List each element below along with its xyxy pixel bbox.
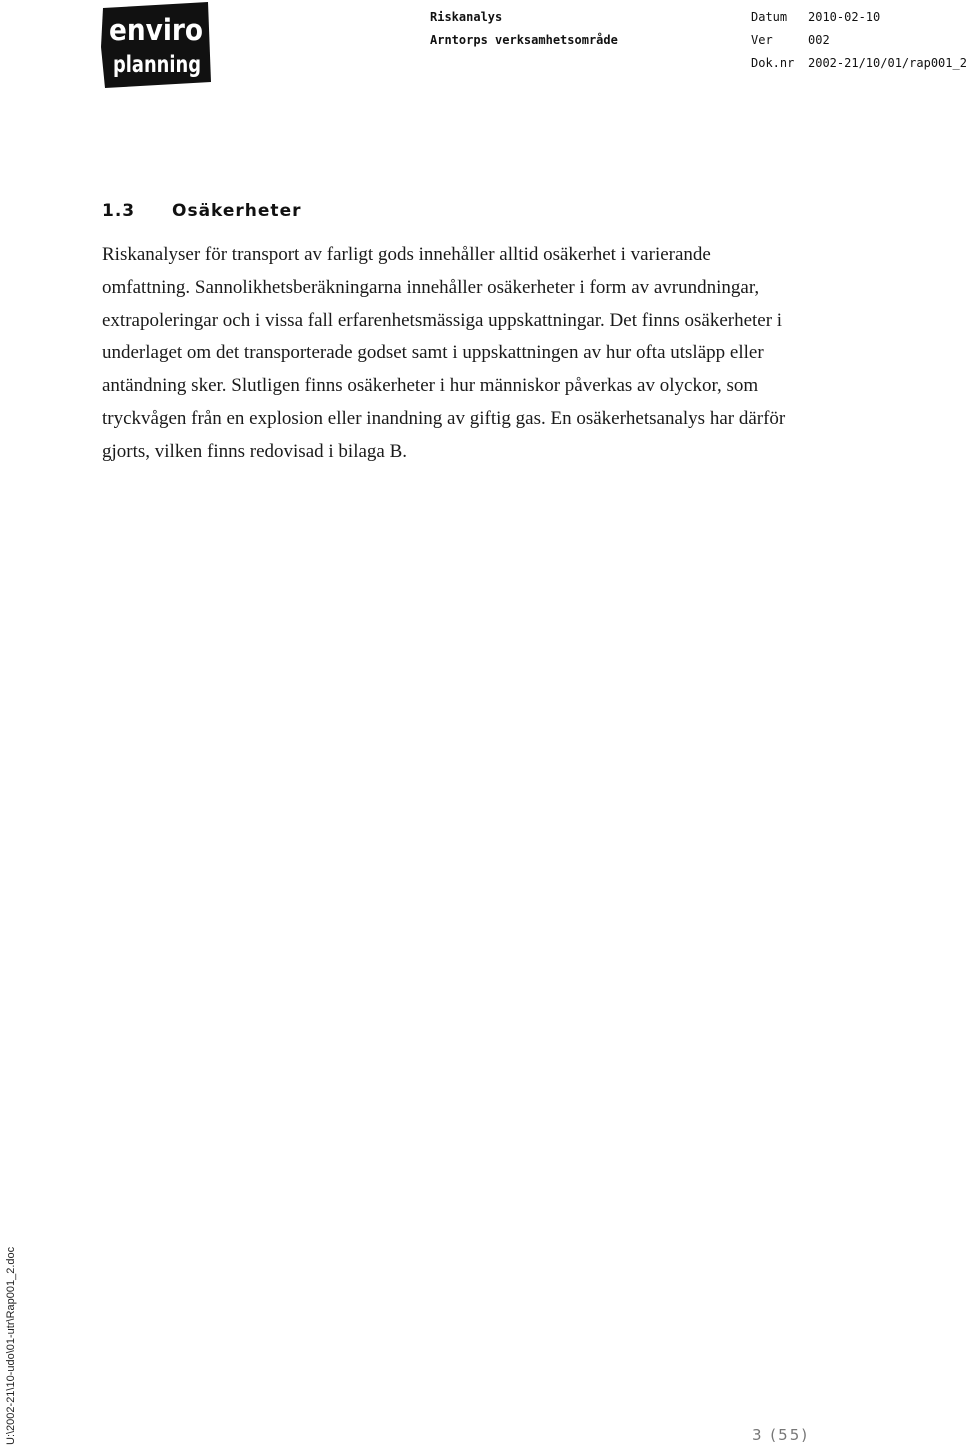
header-version-value: 002 <box>808 33 830 47</box>
header-docnr-label: Dok.nr <box>751 56 795 70</box>
logo-text-enviro: enviro <box>109 13 203 47</box>
header-date-value: 2010-02-10 <box>808 10 881 24</box>
header-date-label: Datum <box>751 10 788 24</box>
section-body-paragraph: Riskanalyser för transport av farligt gods innehåller alltid osäkerhet i varierande omfattning. Sannolikhetsberäkningarna innehåller osäkerheter i form av avrundningar, extrapoleringar och i vissa fall erfarenhetsmässiga uppskattningar. Det finns osäkerheter i underlaget om det transporterade godset samt i uppskattningen av hur ofta utsläpp eller antändning sker. Slutligen finns osäkerheter i hur människor påverkas av olyckor, som tryckvågen från en explosion eller inandning av giftig gas. En osäkerhetsanalys har därför gjorts, vilken finns redovisad i bilaga B. <box>102 244 786 462</box>
enviro-planning-logo <box>100 2 212 88</box>
section-number: 1.3 <box>102 201 136 221</box>
header-subtitle: Arntorps verksamhetsområde <box>430 33 618 47</box>
section-heading <box>102 201 301 221</box>
header-title: Riskanalys <box>430 10 503 24</box>
header-version-label: Ver <box>751 33 773 47</box>
page-number: 3 (55) <box>752 1426 810 1444</box>
file-path-footer: U:\2002-21\10-udo\01-utr\Rap001_2.doc <box>5 1246 17 1445</box>
section-title: Osäkerheter <box>172 201 302 221</box>
logo-text-planning: planning <box>113 52 201 78</box>
header-docnr-value: 2002-21/10/01/rap001_2 <box>808 56 967 70</box>
